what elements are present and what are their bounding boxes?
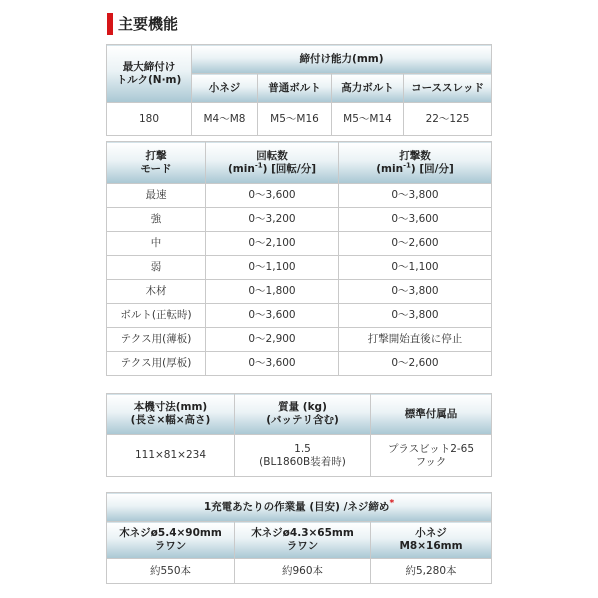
- mode-name: テクス用(薄板): [107, 328, 206, 352]
- asterisk-mark: *: [389, 498, 395, 508]
- rpm-value: 0～2,100: [206, 232, 339, 256]
- rpm-header-unit-prefix: (min: [228, 162, 255, 175]
- table-row: [107, 328, 492, 352]
- rpm-value: 0～3,200: [206, 208, 339, 232]
- capacity-header: 締付け能力(mm): [192, 45, 492, 74]
- mode-name: テクス用(厚板): [107, 352, 206, 376]
- dimensions-table: [106, 393, 492, 477]
- rpm-header-title: 回転数: [256, 149, 288, 162]
- rpm-header: [206, 142, 339, 184]
- table-row: [107, 280, 492, 304]
- ipm-header-unit-prefix: (min: [376, 162, 404, 175]
- mode-name: 中: [107, 232, 206, 256]
- table-row: [107, 232, 492, 256]
- capacity-value: M4～M8: [192, 103, 258, 136]
- mode-name: 強: [107, 208, 206, 232]
- ipm-value: 0～3,600: [339, 208, 492, 232]
- section-title-accent-bar: [107, 13, 113, 35]
- capacity-subheader: 高力ボルト: [332, 74, 404, 103]
- spec-table: [106, 44, 492, 136]
- screw-type-header: 木ネジø5.4×90mm ラワン: [107, 522, 235, 559]
- rpm-value: 0～2,900: [206, 328, 339, 352]
- capacity-subheader: 小ネジ: [192, 74, 258, 103]
- capacity-subheader: コーススレッド: [404, 74, 492, 103]
- work-amount-table: [106, 492, 492, 584]
- rpm-value: 0～1,100: [206, 256, 339, 280]
- accessories-value: プラスビット2-65 フック: [371, 435, 492, 477]
- screw-type-header: 木ネジø4.3×65mm ラワン: [235, 522, 371, 559]
- mode-name: 木材: [107, 280, 206, 304]
- rpm-value: 0～3,600: [206, 184, 339, 208]
- accessories-header: 標準付属品: [371, 394, 492, 435]
- mode-table: [106, 141, 492, 376]
- work-amount-title-text: 1充電あたりの作業量 (目安) /ネジ締め: [203, 500, 390, 513]
- screw-type-header: 小ネジ M8×16mm: [371, 522, 492, 559]
- capacity-value: M5～M16: [258, 103, 332, 136]
- work-amount-value: 約550本: [107, 559, 235, 584]
- rpm-value: 0～3,600: [206, 352, 339, 376]
- rpm-value: 0～3,600: [206, 304, 339, 328]
- ipm-header: [339, 142, 492, 184]
- rpm-value: 0～1,800: [206, 280, 339, 304]
- table-row: [107, 208, 492, 232]
- mode-name: 弱: [107, 256, 206, 280]
- rpm-header-unit-sup: -1: [254, 161, 263, 169]
- mode-header: 打撃 モード: [107, 142, 206, 184]
- weight-value: 1.5 (BL1860B装着時): [235, 435, 371, 477]
- ipm-header-unit-suffix: ) [回/分]: [410, 162, 454, 175]
- ipm-value: 0～2,600: [339, 352, 492, 376]
- mode-name: ボルト(正転時): [107, 304, 206, 328]
- ipm-value: 0～1,100: [339, 256, 492, 280]
- ipm-header-unit-sup: -1: [403, 161, 411, 169]
- ipm-value: 打撃開始直後に停止: [339, 328, 492, 352]
- ipm-value: 0～3,800: [339, 304, 492, 328]
- ipm-value: 0～3,800: [339, 184, 492, 208]
- work-amount-value: 約960本: [235, 559, 371, 584]
- weight-header: 質量 (kg) (バッテリ含む): [235, 394, 371, 435]
- capacity-value: M5～M14: [332, 103, 404, 136]
- torque-value: 180: [107, 103, 192, 136]
- ipm-value: 0～2,600: [339, 232, 492, 256]
- table-row: [107, 304, 492, 328]
- work-amount-value: 約5,280本: [371, 559, 492, 584]
- table-row: [107, 256, 492, 280]
- section-title: 主要機能: [118, 15, 179, 33]
- table-row: [107, 352, 492, 376]
- dimensions-header: 本機寸法(mm) (長さ×幅×高さ): [107, 394, 235, 435]
- work-amount-title: [107, 493, 492, 522]
- ipm-header-title: 打撃数: [399, 149, 431, 162]
- rpm-header-unit-suffix: ) [回転/分]: [262, 162, 316, 175]
- ipm-value: 0～3,800: [339, 280, 492, 304]
- torque-header: 最大締付け トルク(N·m): [107, 45, 192, 103]
- mode-name: 最速: [107, 184, 206, 208]
- table-row: [107, 184, 492, 208]
- capacity-value: 22～125: [404, 103, 492, 136]
- dimensions-value: 111×81×234: [107, 435, 235, 477]
- capacity-subheader: 普通ボルト: [258, 74, 332, 103]
